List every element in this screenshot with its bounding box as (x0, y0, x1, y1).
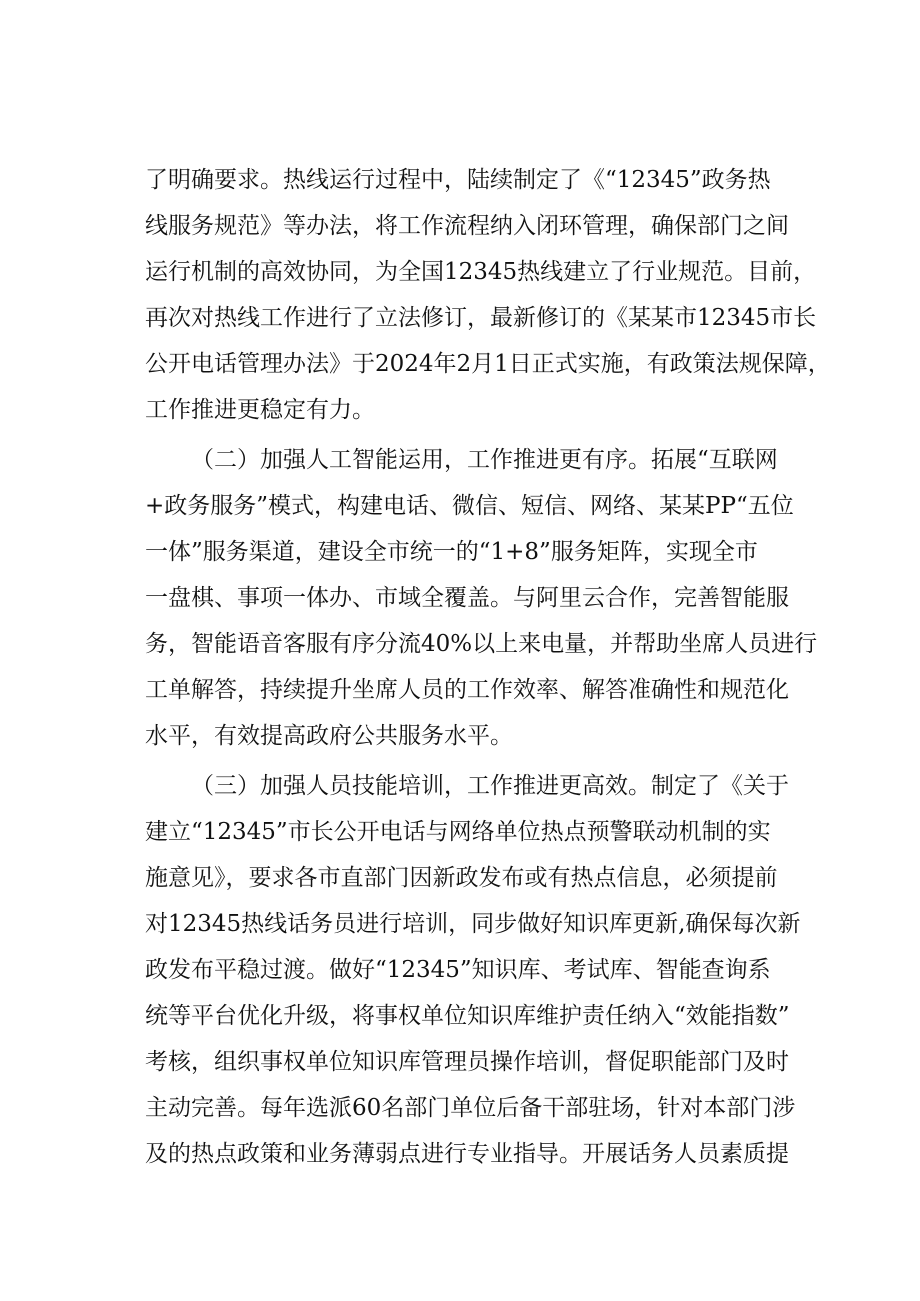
text-line: 公开电话管理办法》于2024年2月1日正式实施，有政策法规保障， (145, 351, 831, 377)
text-line: 了明确要求。热线运行过程中，陆续制定了《“12345”政务热 (145, 167, 771, 193)
text-line: 线服务规范》等办法，将工作流程纳入闭环管理，确保部门之间 (145, 213, 789, 239)
text-line: 运行机制的高效协同，为全国12345热线建立了行业规范。目前， (145, 259, 817, 285)
paragraph-3 (145, 763, 801, 1177)
document-body (145, 157, 831, 1177)
text-line: 主动完善。每年选派60名部门单位后备干部驻场，针对本部门涉 (145, 1095, 796, 1121)
text-line: （三）加强人员技能培训，工作推进更高效。制定了《关于 (191, 773, 789, 799)
text-line: 务，智能语音客服有序分流40%以上来电量，并帮助坐席人员进行 (145, 631, 818, 657)
text-line: 政发布平稳过渡。做好“12345”知识库、考试库、智能查询系 (145, 957, 771, 983)
text-line: 水平，有效提高政府公共服务水平。 (145, 723, 513, 749)
text-line: 施意见》，要求各市直部门因新政发布或有热点信息，必须提前 (145, 865, 778, 891)
text-line: 一体”服务渠道，建设全市统一的“1+8”服务矩阵，实现全市 (145, 539, 758, 565)
text-line: 一盘棋、事项一体办、市域全覆盖。与阿里云合作，完善智能服 (145, 585, 789, 611)
text-line: 工作推进更稳定有力。 (145, 397, 375, 423)
text-line: 工单解答，持续提升坐席人员的工作效率、解答准确性和规范化 (145, 677, 789, 703)
text-line: +政务服务”模式，构建电话、微信、短信、网络、某某PP“五位 (145, 493, 794, 519)
text-line: （二）加强人工智能运用，工作推进更有序。拓展“互联网 (191, 447, 778, 473)
text-line: 再次对热线工作进行了立法修订，最新修订的《某某市12345市长 (145, 305, 817, 331)
text-line: 对12345热线话务员进行培训，同步做好知识库更新,确保每次新 (145, 911, 801, 937)
text-line: 考核，组织事权单位知识库管理员操作培训，督促职能部门及时 (145, 1049, 789, 1075)
paragraph-2 (145, 437, 818, 759)
paragraph-1 (145, 157, 831, 433)
text-line: 统等平台优化升级，将事权单位知识库维护责任纳入“效能指数” (145, 1003, 790, 1029)
text-line: 建立“12345”市长公开电话与网络单位热点预警联动机制的实 (145, 819, 771, 845)
text-line: 及的热点政策和业务薄弱点进行专业指导。开展话务人员素质提 (145, 1141, 789, 1167)
